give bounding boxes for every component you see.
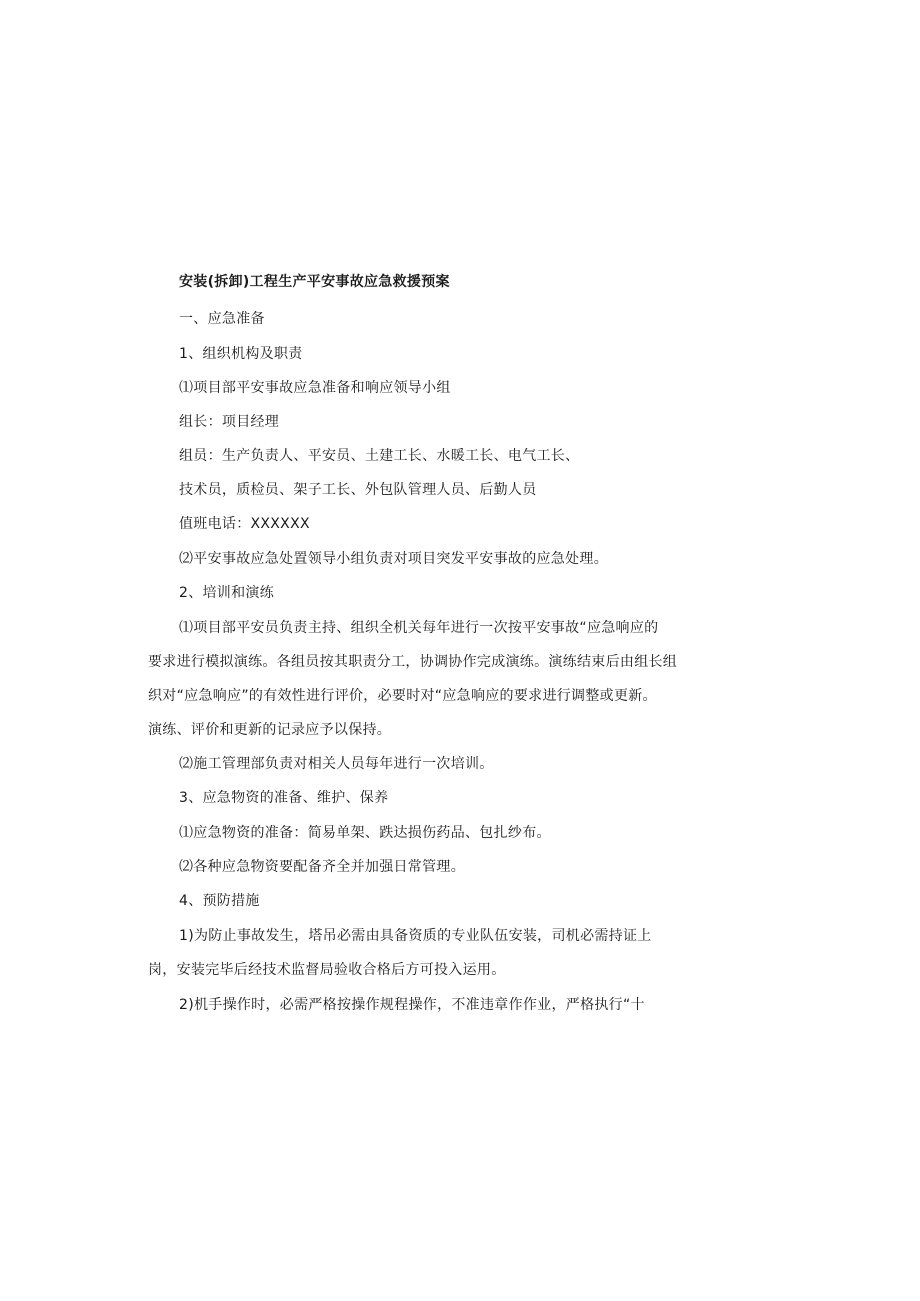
paragraph: 织对“应急响应”的有效性进行评价，必要时对“应急响应的要求进行调整或更新。 (148, 688, 657, 704)
paragraph: 值班电话：XXXXXX (179, 516, 310, 532)
paragraph: 1)为防止事故发生，塔吊必需由具备资质的专业队伍安装，司机必需持证上 (179, 928, 652, 944)
paragraph: 技术员，质检员、架子工长、外包队管理人员、后勤人员 (179, 482, 537, 498)
paragraph: ⑵施工管理部负责对相关人员每年进行一次培训。 (179, 756, 494, 772)
paragraph: 组员：生产负责人、平安员、土建工长、水暖工长、电气工长、 (179, 448, 580, 464)
paragraph: 组长：项目经理 (179, 414, 280, 430)
subsection-heading: 2、培训和演练 (179, 585, 275, 601)
paragraph: 2)机手操作时，必需严格按操作规程操作，不准违章作作业，严格执行“十 (179, 997, 645, 1013)
paragraph: ⑵各种应急物资要配备齐全并加强日常管理。 (179, 859, 465, 875)
subsection-heading: 1、组织机构及职责 (179, 346, 303, 362)
document-title: 安装(拆卸)工程生产平安事故应急救援预案 (179, 274, 450, 290)
paragraph: ⑴应急物资的准备：简易单架、跌达损伤药品、包扎纱布。 (179, 825, 551, 841)
subsection-heading: 4、预防措施 (179, 893, 260, 909)
paragraph: ⑵平安事故应急处置领导小组负责对项目突发平安事故的应急处理。 (179, 551, 608, 567)
paragraph: ⑴项目部平安员负责主持、组织全机关每年进行一次按平安事故“应急响应的 (179, 620, 659, 636)
paragraph: 岗，安装完毕后经技术监督局验收合格后方可投入运用。 (148, 962, 506, 978)
section-heading: 一、应急准备 (179, 311, 265, 327)
paragraph: 要求进行模拟演练。各组员按其职责分工，协调协作完成演练。演练结束后由组长组 (148, 654, 678, 670)
paragraph: 演练、评价和更新的记录应予以保持。 (148, 722, 392, 738)
paragraph: ⑴项目部平安事故应急准备和响应领导小组 (179, 380, 451, 396)
subsection-heading: 3、应急物资的准备、维护、保养 (179, 790, 389, 806)
